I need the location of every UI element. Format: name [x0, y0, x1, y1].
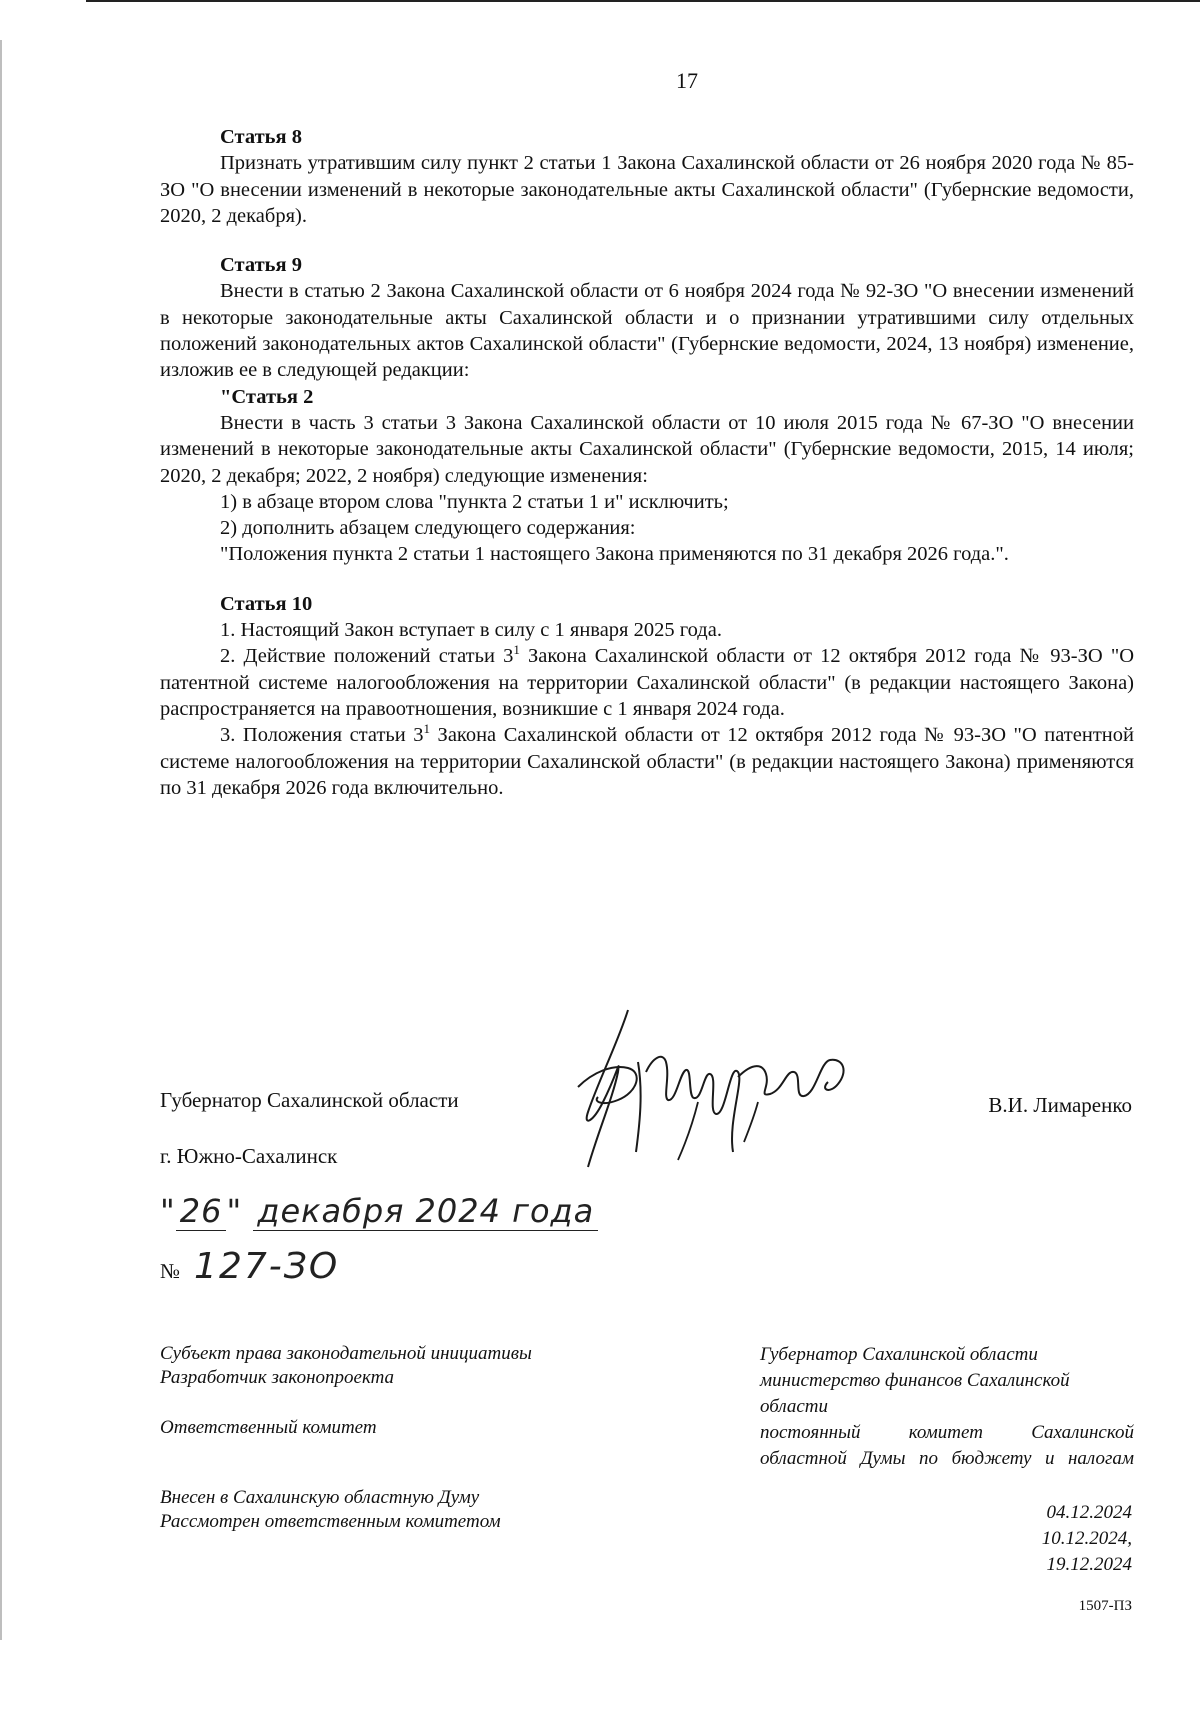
law-body	[160, 124, 1134, 824]
meta-dates	[1042, 1500, 1132, 1578]
amended-article-2-title: "Статья 2	[220, 385, 314, 408]
article-9-title: Статья 9	[220, 254, 302, 277]
article-10	[160, 591, 1134, 801]
legislative-meta-values	[760, 1342, 1134, 1472]
amendment-item-1: 1) в абзаце втором слова "пункта 2 статьи 1 и" исключить;	[220, 490, 729, 513]
date-quote-open: "	[160, 1192, 176, 1230]
article-8-title: Статья 8	[220, 126, 302, 148]
meta-initiative-label: Субъект права законодательной инициативы	[160, 1343, 532, 1364]
article-10-item-2-start: 2. Действие положений статьи 3	[220, 645, 514, 668]
date-month-year: декабря 2024 года	[253, 1192, 598, 1231]
meta-date-submitted: 04.12.2024	[1046, 1502, 1132, 1523]
signatory-name: В.И. Лимаренко	[988, 1093, 1132, 1117]
meta-date-reviewed-2: 19.12.2024	[1046, 1554, 1132, 1575]
meta-developer-label: Разработчик законопроекта	[160, 1367, 395, 1388]
meta-submitted-label: Внесен в Сахалинскую областную Думу	[160, 1487, 480, 1508]
meta-reviewed-label: Рассмотрен ответственным комитетом	[160, 1511, 501, 1532]
article-10-item-3	[160, 722, 1134, 801]
spacer	[160, 1440, 532, 1486]
law-number	[160, 1246, 339, 1287]
superscript-1: 1	[423, 721, 431, 737]
meta-developer-value: министерство финансов Сахалинской области	[760, 1370, 1070, 1417]
meta-initiative-value: Губернатор Сахалинской области	[760, 1344, 1038, 1365]
signatory-position: Губернатор Сахалинской области	[160, 1088, 459, 1112]
spacer	[160, 1390, 532, 1416]
handwritten-date	[160, 1192, 598, 1230]
meta-committee-label: Ответственный комитет	[160, 1417, 377, 1438]
signing-city: г. Южно-Сахалинск	[160, 1144, 338, 1168]
scan-edge-left	[0, 40, 2, 1640]
handwritten-signature	[558, 1002, 888, 1177]
meta-committee-value: постоянный комитет Сахалинской областной Думы по бюджету и налогам	[760, 1422, 1134, 1469]
amendment-item-2: 2) дополнить абзацем следующего содержания:	[220, 517, 636, 540]
article-9-paragraph: Внести в статью 2 Закона Сахалинской области от 6 ноября 2024 года № 92-ЗО "О внесении изменений в некоторые законодательные акты Сахалинской области и о признании утратившими силу отдельных положений законодательных актов Сахалинской области" (Губернские ведомости, 2024, 13 ноября) изменение, изложив ее в следующей редакции:	[160, 280, 1134, 382]
article-10-item-3-start: 3. Положения статьи 3	[220, 724, 424, 747]
superscript-1: 1	[513, 642, 520, 658]
article-10-item-3-rest: Закона Сахалинской области от 12 октября 2012 года № 93-ЗО "О патентной системе налогообложения на территории Сахалинской области" (в редакции настоящего Закона) применяются по 31 декабря 2026 года включительно.	[160, 724, 1134, 799]
amendment-quote: "Положения пункта 2 статьи 1 настоящего Закона применяются по 31 декабря 2026 года.".	[220, 543, 1009, 566]
law-number-label: №	[160, 1259, 181, 1283]
scan-edge-top	[86, 0, 1200, 2]
article-10-title: Статья 10	[220, 592, 313, 615]
article-8	[160, 124, 1134, 229]
article-9	[160, 252, 1134, 568]
date-day: 26	[176, 1192, 227, 1231]
law-number-value: 127-ЗО	[194, 1246, 340, 1287]
date-quote-close: "	[226, 1192, 243, 1230]
article-10-item-2-rest: Закона Сахалинской области от 12 октября 2012 года № 93-ЗО "О патентной системе налогообложения на территории Сахалинской области" (в редакции настоящего Закона) распространяется на правоотношения, возникшие с 1 января 2024 года.	[160, 645, 1134, 720]
legislative-meta-labels	[160, 1342, 532, 1534]
article-10-item-1: 1. Настоящий Закон вступает в силу с 1 января 2025 года.	[220, 619, 722, 642]
document-code: 1507-ПЗ	[1078, 1598, 1132, 1614]
article-10-item-2	[160, 643, 1134, 722]
page-number: 17	[676, 68, 698, 93]
amended-article-2-paragraph: Внести в часть 3 статьи 3 Закона Сахалинской области от 10 июля 2015 года № 67-ЗО "О внесении изменений в некоторые законодательные акты Сахалинской области" (Губернские ведомости, 2015, 14 июля; 2020, 2 декабря; 2022, 2 ноября) следующие изменения:	[160, 411, 1134, 487]
article-8-paragraph: Признать утратившим силу пункт 2 статьи 1 Закона Сахалинской области от 26 ноября 2020 года № 85-ЗО "О внесении изменений в некоторые законодательные акты Сахалинской области" (Губернские ведомости, 2020, 2 декабря).	[160, 152, 1134, 227]
meta-date-reviewed-1: 10.12.2024,	[1041, 1528, 1132, 1549]
